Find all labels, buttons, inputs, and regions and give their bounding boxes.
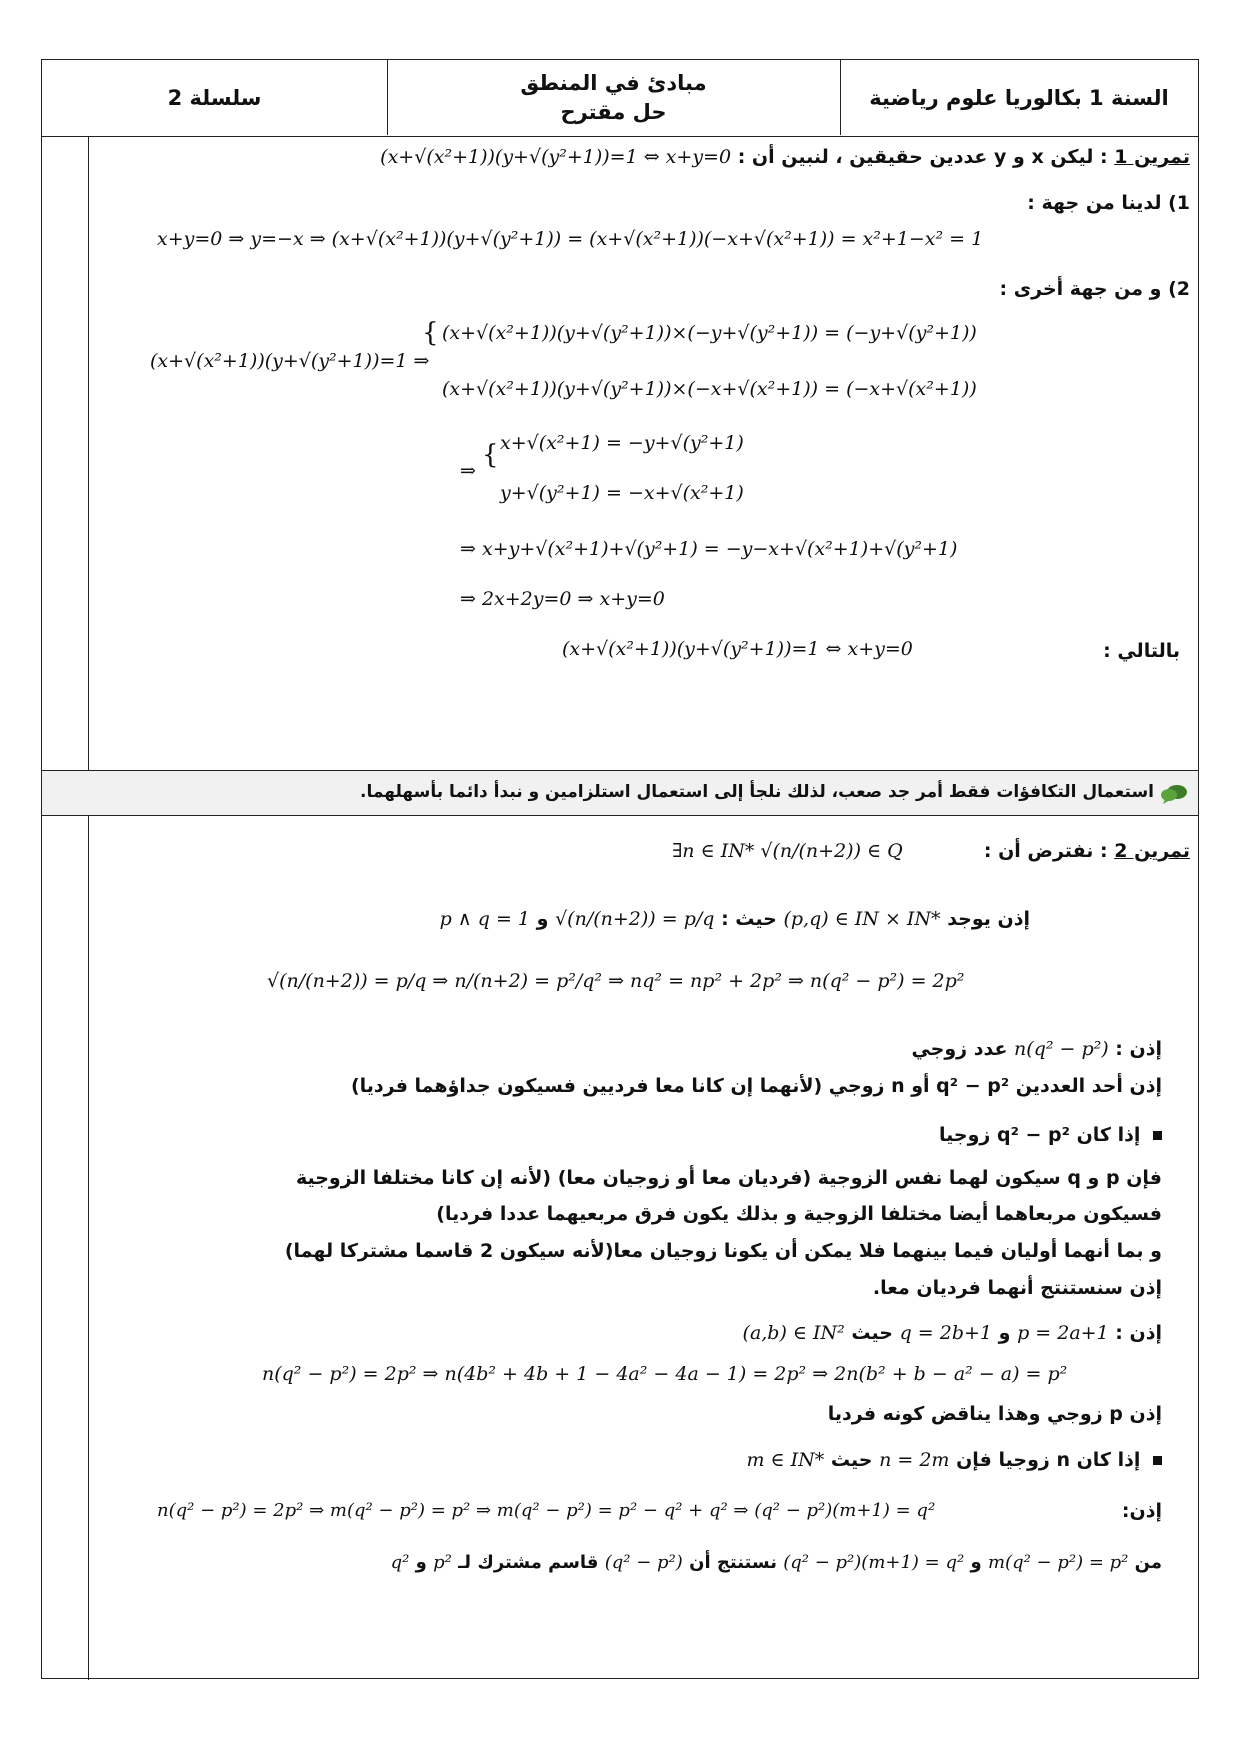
topic-subtitle: حل مقترح bbox=[560, 99, 667, 124]
ex2-case2-conc-d: p² bbox=[433, 1552, 452, 1573]
ex2-case2-from: من bbox=[1134, 1552, 1162, 1573]
ex2-case1-p: p = 2a+1 bbox=[1017, 1322, 1109, 1344]
ex2-case2-and-2: و bbox=[415, 1552, 427, 1573]
ex2-case1-where: حيث bbox=[851, 1322, 893, 1344]
ex1-conclusion-label: بالتالي : bbox=[1103, 640, 1180, 662]
ex2-case1-then-line bbox=[743, 1322, 1162, 1344]
ex2-case1-heading bbox=[939, 1124, 1162, 1146]
ex2-case2-f1: m(q² − p²) = p² bbox=[987, 1552, 1129, 1573]
ex2-case2-conc-a: نستنتج أن bbox=[689, 1552, 777, 1573]
note-text: استعمال التكافؤات فقط أمر جد صعب، لذلك نلجأ إلى استعمال استلزامين و نبدأ دائما بأسهلهما. bbox=[360, 782, 1154, 802]
ex2-then-label: إذن : bbox=[1115, 1038, 1162, 1060]
ex2-case2-head-a: إذا كان n زوجيا فإن bbox=[956, 1449, 1141, 1471]
ex1-system-line2: (x+√(x²+1))(y+√(y²+1))×(−x+√(x²+1)) = (−x+√(x²+1)) bbox=[442, 378, 977, 400]
ex2-cond1: √(n/(n+2)) = p/q bbox=[555, 908, 715, 930]
ex1-step1b: y+√(y²+1) = −x+√(x²+1) bbox=[500, 482, 744, 504]
ex2-then-math: n(q² − p²) bbox=[1014, 1038, 1109, 1060]
ex1-goal: (x+√(x²+1))(y+√(y²+1))=1 ⇔ x+y=0 bbox=[380, 146, 732, 168]
ex1-part2-lhs: (x+√(x²+1))(y+√(y²+1))=1 ⇒ bbox=[150, 350, 430, 372]
ex2-and: و bbox=[536, 908, 549, 930]
system-brace-icon: { bbox=[422, 318, 439, 348]
ex1-intro: : ليكن x و y عددين حقيقين ، لنبين أن : bbox=[737, 146, 1108, 168]
ex1-step1a: x+√(x²+1) = −y+√(y²+1) bbox=[500, 432, 744, 454]
ex1-system-line1: (x+√(x²+1))(y+√(y²+1))×(−y+√(y²+1)) = (−y+√(y²+1)) bbox=[442, 322, 977, 344]
ex2-exists-line bbox=[440, 908, 1030, 930]
ex1-heading bbox=[110, 146, 1190, 168]
ex2-case1-ab: (a,b) ∈ IN² bbox=[742, 1322, 845, 1344]
ex2-case2-heading bbox=[747, 1449, 1163, 1471]
ex2-case2-then: إذن: bbox=[1121, 1500, 1162, 1522]
ex2-case1-contradiction: إذن p زوجي وهذا يناقض كونه فرديا bbox=[827, 1403, 1162, 1425]
page-content bbox=[42, 60, 1200, 1680]
ex2-case1-line3: و بما أنهما أوليان فيما بينهما فلا يمكن أن يكونا زوجيان معا(لأنه سيكون 2 قاسما مشتركا لهما) bbox=[284, 1240, 1162, 1262]
ex1-step2: ⇒ x+y+√(x²+1)+√(y²+1) = −y−x+√(x²+1)+√(y²+1) bbox=[460, 538, 958, 560]
ex2-then-line bbox=[911, 1038, 1162, 1060]
ex2-case2-equation: n(q² − p²) = 2p² ⇒ m(q² − p²) = p² ⇒ m(q² − p²) = p² − q² + q² ⇒ (q² − p²)(m+1) = q² bbox=[157, 1500, 936, 1521]
ex2-case1-line4: إذن سنستنتج أنهما فرديان معا. bbox=[872, 1277, 1162, 1299]
ex1-conclusion-equation: (x+√(x²+1))(y+√(y²+1))=1 ⇔ x+y=0 bbox=[562, 638, 913, 660]
ex2-case1-equation: n(q² − p²) = 2p² ⇒ n(4b² + 4b + 1 − 4a² − 4a − 1) = 2p² ⇒ 2n(b² + b − a² − a) = p² bbox=[262, 1363, 1068, 1385]
chat-bubbles-icon bbox=[1160, 783, 1188, 805]
ex2-derivation: √(n/(n+2)) = p/q ⇒ n/(n+2) = p²/q² ⇒ nq² = np² + 2p² ⇒ n(q² − p²) = 2p² bbox=[267, 970, 965, 992]
ex2-exists-text: إذن يوجد bbox=[947, 908, 1030, 930]
bullet-icon-2 bbox=[1153, 1456, 1162, 1465]
system-brace-icon-2: { bbox=[482, 440, 499, 470]
ex2-case2-conc-e: q² bbox=[390, 1552, 410, 1573]
ex2-intro: : نفترض أن : bbox=[983, 840, 1108, 862]
page-frame bbox=[41, 59, 1199, 1679]
bullet-icon bbox=[1153, 1131, 1162, 1140]
implies-icon: ⇒ bbox=[460, 460, 476, 482]
level-label: السنة 1 بكالوريا علوم رياضية bbox=[869, 85, 1169, 110]
ex2-case2-head-m: n = 2m bbox=[879, 1449, 950, 1471]
ex2-case1-and: و bbox=[998, 1322, 1011, 1344]
ex1-part1-title: 1) لدينا من جهة : bbox=[1027, 192, 1190, 214]
ex2-cond2: p ∧ q = 1 bbox=[439, 908, 530, 930]
ex2-case2-conclusion bbox=[391, 1552, 1162, 1573]
ex2-case2-and: و bbox=[970, 1552, 982, 1573]
ex2-one-even-line: إذن أحد العددين q² − p² أو n زوجي (لأنهما إن كانا معا فرديين فسيكون جداؤهما فرديا) bbox=[350, 1075, 1162, 1097]
ex2-where: حيث : bbox=[721, 908, 777, 930]
ex2-heading bbox=[984, 840, 1190, 862]
ex1-part2-title: 2) و من جهة أخرى : bbox=[999, 278, 1190, 300]
ex2-case2-f2: (q² − p²)(m+1) = q² bbox=[783, 1552, 965, 1573]
ex2-case1-line1: فإن p و q سيكون لهما نفس الزوجية (فرديان معا أو زوجيان معا) (لأنه إن كانا مختلفا الزوجية bbox=[295, 1167, 1162, 1189]
ex2-title: تمرين 2 bbox=[1114, 840, 1190, 862]
ex2-case1-line2: فسيكون مربعاهما أيضا مختلفا الزوجية و بذلك يكون فرق مربعيهما عددا فرديا) bbox=[436, 1203, 1162, 1225]
series-label: سلسلة 2 bbox=[167, 85, 262, 110]
ex2-case1-then: إذن : bbox=[1115, 1322, 1162, 1344]
ex2-case2-head-set: m ∈ IN* bbox=[746, 1449, 825, 1471]
ex2-case1-head-text: إذا كان q² − p² زوجيا bbox=[939, 1124, 1141, 1146]
ex1-step3: ⇒ 2x+2y=0 ⇒ x+y=0 bbox=[460, 588, 665, 610]
ex2-then-text: عدد زوجي bbox=[911, 1038, 1008, 1060]
ex2-case2-head-b: حيث bbox=[830, 1449, 873, 1471]
topic-title: مبادئ في المنطق bbox=[520, 71, 707, 96]
ex2-assumption: ∃n ∈ IN* √(n/(n+2)) ∈ Q bbox=[672, 840, 903, 862]
ex2-case1-q: q = 2b+1 bbox=[899, 1322, 993, 1344]
ex1-title: تمرين 1 bbox=[1114, 146, 1190, 168]
ex1-part1-equation: x+y=0 ⇒ y=−x ⇒ (x+√(x²+1))(y+√(y²+1)) = (x+√(x²+1))(−x+√(x²+1)) = x²+1−x² = 1 bbox=[157, 228, 984, 250]
ex2-case2-conc-b: (q² − p²) bbox=[604, 1552, 683, 1573]
ex2-case2-conc-c: قاسم مشترك لـ bbox=[458, 1552, 599, 1573]
ex2-exists-math: (p,q) ∈ IN × IN* bbox=[783, 908, 941, 930]
